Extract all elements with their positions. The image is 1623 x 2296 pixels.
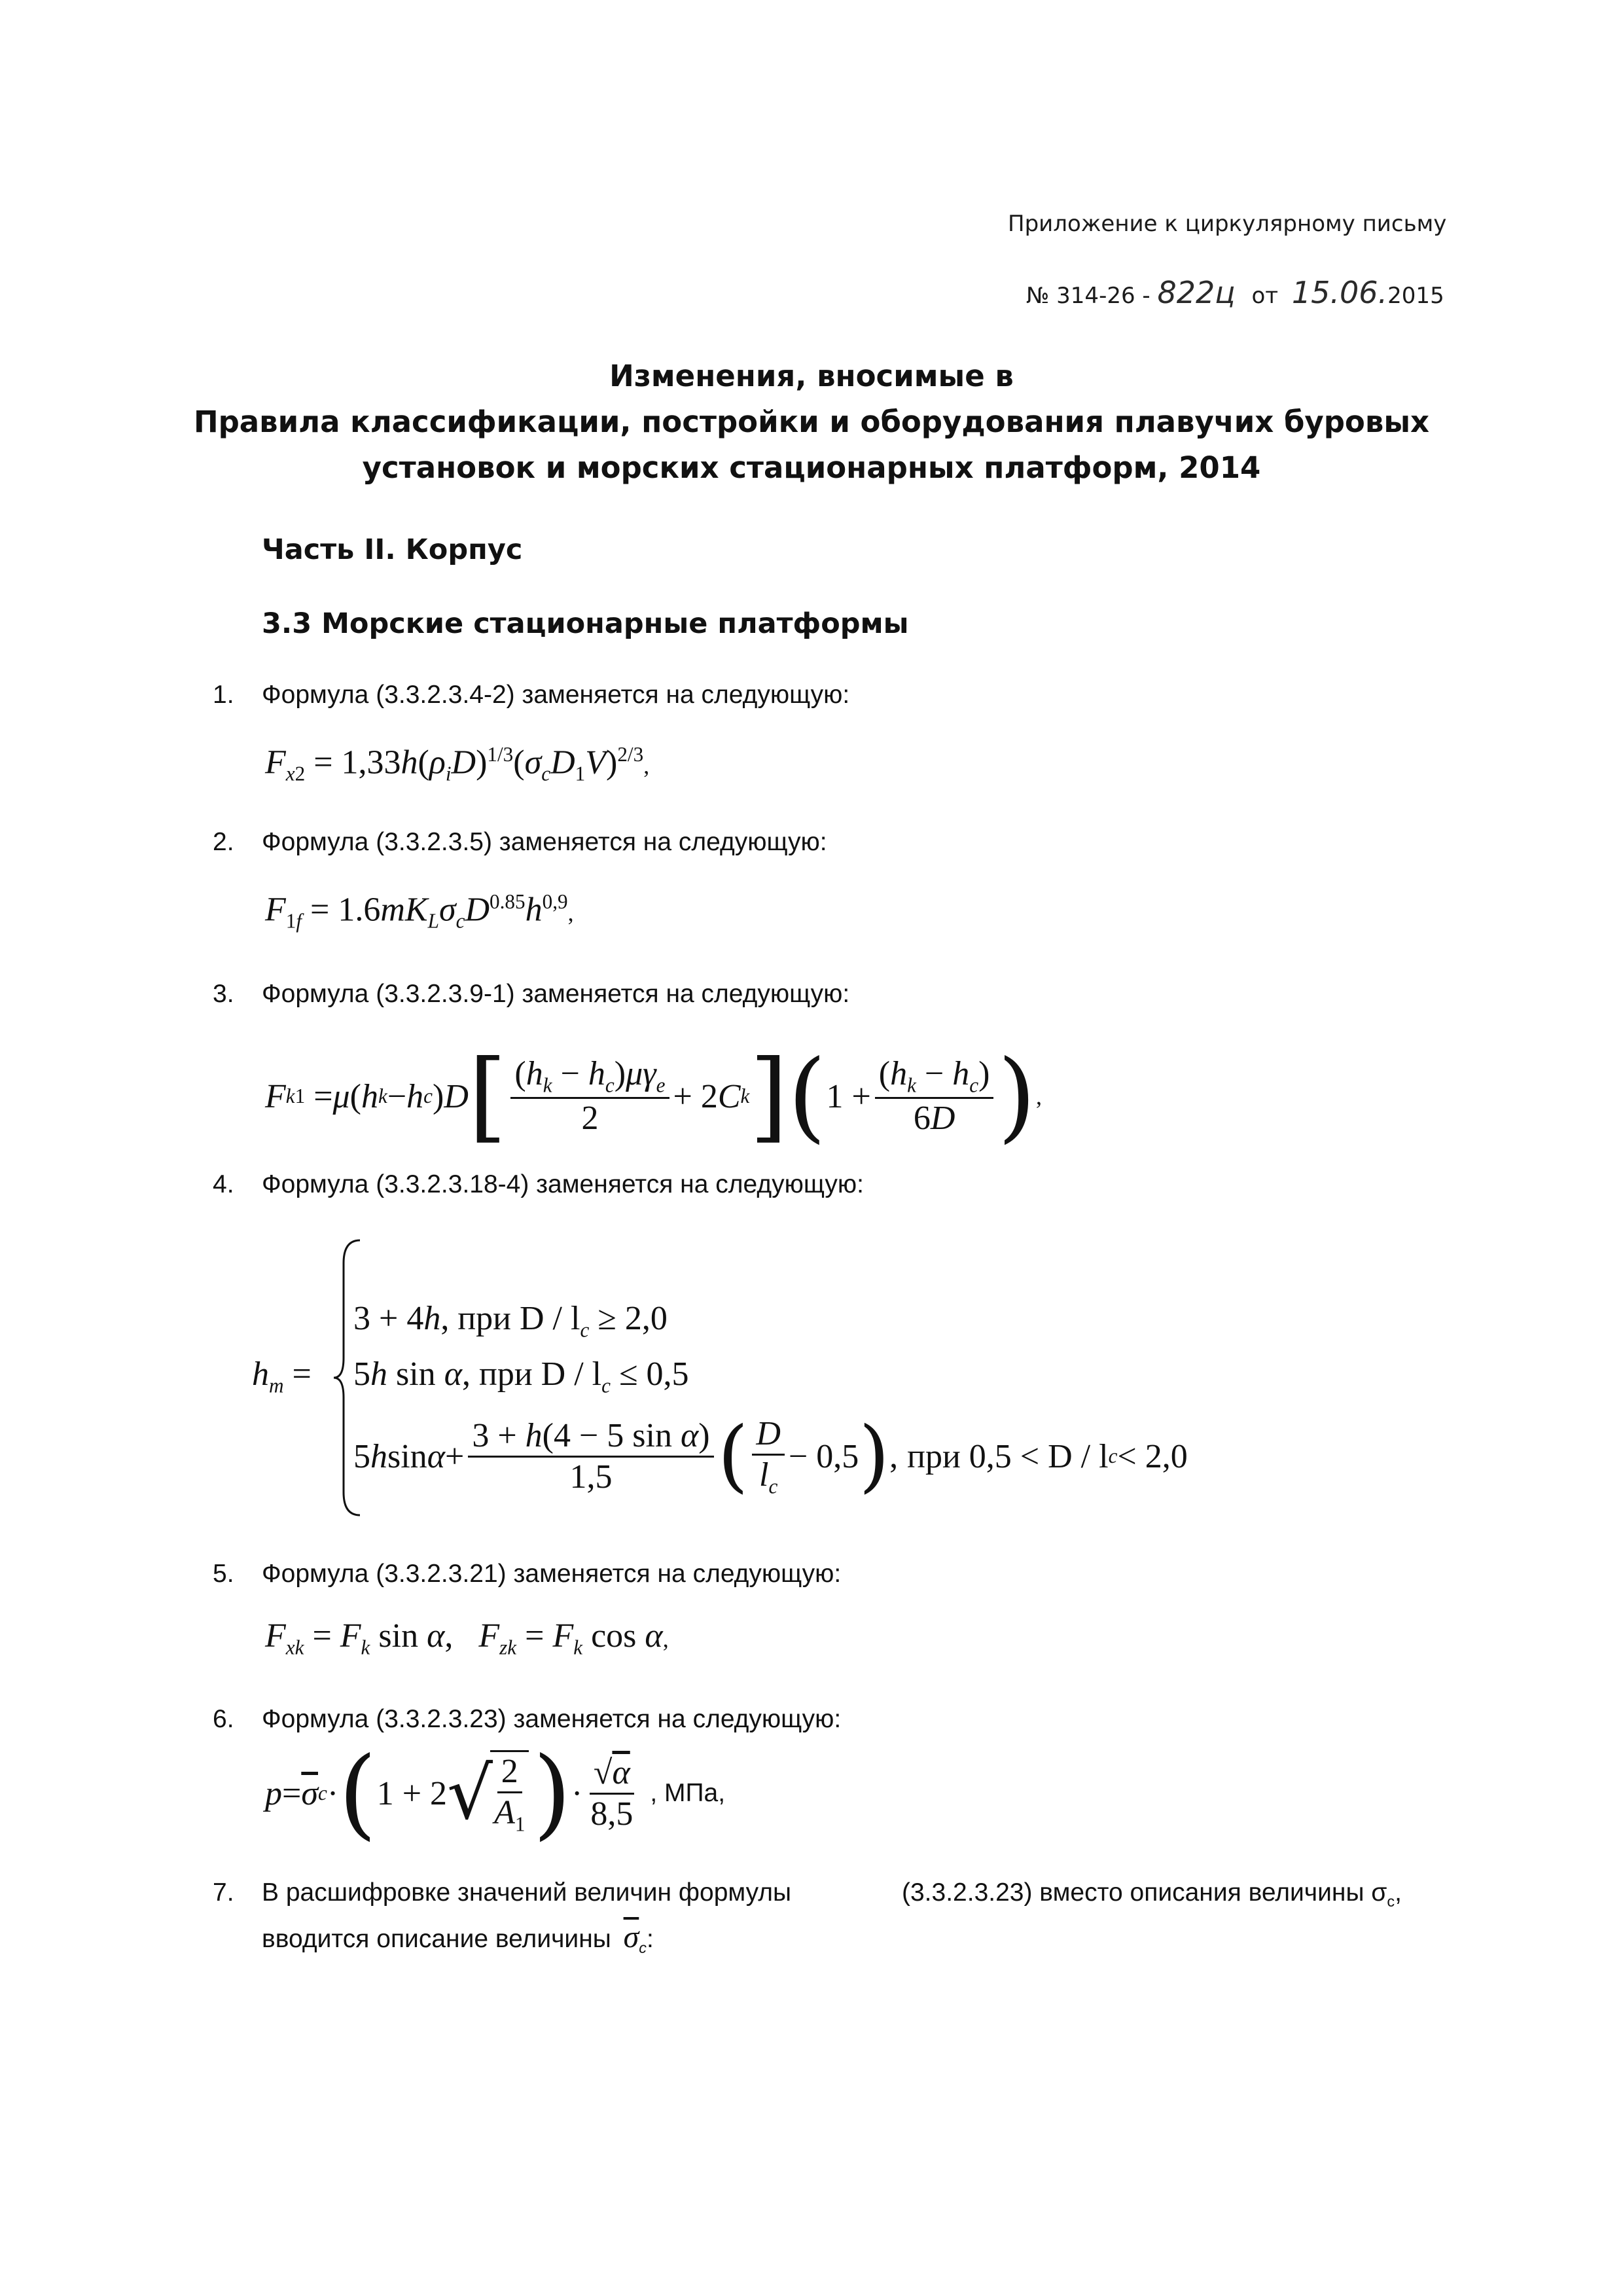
item-text: Формула (3.3.2.3.4-2) заменяется на следующую: [262, 681, 850, 709]
formula-5: $F_{xk} = F_k$ sin α, $F_{zk} = F_k$ cos α, [265, 1617, 669, 1659]
item-number: 4. [213, 1170, 234, 1198]
item-number: 6. [213, 1705, 234, 1733]
item-number: 7. [213, 1878, 234, 1907]
case2-rhs: ≤ 0,5 [618, 1355, 689, 1393]
item-text-b-end: , [1395, 1878, 1402, 1907]
item-text-b-sub: c [1387, 1892, 1395, 1910]
formula-2-tail: , [567, 899, 574, 926]
title-line-3: установок и морских стационарных платформ, 2014 [362, 450, 1261, 485]
letter-number-handwritten: 822ц [1157, 275, 1236, 310]
item-number: 2. [213, 828, 234, 856]
item-text-part-b [902, 1878, 1402, 1910]
case1-rhs: ≥ 2,0 [597, 1300, 668, 1337]
formula-6: p = $\overline{\sigma}$ c · ( 1 + 2 √ $\frac{2}{A_1}$ ) · $\frac{√\alpha}{8,5}$ , МПа, [265, 1736, 726, 1850]
formula-3: F k 1 = μ ( h k − h c ) D [ $\frac{(h_k - h_c)\mu\gamma_e}{2}$ + 2 C k ] ( 1 + $\frac{(h_k - h_c)}{6D}$ ) , [265, 1039, 1042, 1153]
case1-condition: при D / l [457, 1300, 580, 1337]
case3-rhs: < 2,0 [1117, 1437, 1188, 1475]
case3-condition: при 0,5 < D / l [907, 1437, 1109, 1475]
section-heading: 3.3 Морские стационарные платформы [262, 607, 909, 640]
document-title [0, 353, 1623, 491]
item-number: 5. [213, 1560, 234, 1588]
letter-date-handwritten: 15.06. [1291, 275, 1388, 310]
item-text: Формула (3.3.2.3.5) заменяется на следующую: [262, 828, 827, 856]
formula-6-unit: , МПа, [650, 1779, 726, 1807]
header-appendix-line: Приложение к циркулярному письму [1008, 211, 1447, 237]
item-text: Формула (3.3.2.3.18-4) заменяется на следующую: [262, 1170, 864, 1198]
part-heading: Часть II. Корпус [262, 533, 523, 566]
item-text-c: вводится описание величины [262, 1925, 611, 1953]
title-line-2: Правила классификации, постройки и оборудования плавучих буровых [193, 404, 1430, 439]
formula-1-tail: , [643, 752, 650, 779]
item-text-part-c [262, 1919, 654, 1957]
formula-5-tail: , [662, 1626, 669, 1652]
item-number: 3. [213, 980, 234, 1008]
letter-date-year: 2015 [1387, 283, 1444, 309]
title-line-1: Изменения, вносимые в [609, 359, 1014, 393]
item-text-c-end: : [647, 1925, 654, 1953]
formula-1: $F_{x2} = 1,33h(\rho_iD)^{1/3}(\sigma_cD_1V)^{2/3}$, [265, 743, 650, 785]
item-text: Формула (3.3.2.3.23) заменяется на следующую: [262, 1705, 842, 1733]
item-text-b: (3.3.2.3.23) вместо описания величины σ [902, 1878, 1387, 1907]
formula-3-tail: , [1035, 1083, 1042, 1109]
formula-4: $h_m$ = 3 + 4h, при $D / l_c \ge 2,0$ 5h sin α, при $D / l_c \le 0,5$ 5 h sin α + $\frac{\text{3 + h(4 − 5 sin α)}}{1,5}$ ( $\frac{D}{l_c}$ − 0,5 ) , при 0,5 < D / l c < 2,0 [252, 1237, 1299, 1518]
item-number: 1. [213, 681, 234, 709]
header-letter-number [1026, 275, 1444, 310]
letter-date-prefix: от [1251, 283, 1279, 309]
sigma-bar-sub: c [639, 1939, 647, 1956]
letter-number-prefix: № 314-26 - [1026, 283, 1150, 309]
case2-condition: при D / l [478, 1355, 602, 1393]
sigma-bar-symbol: $\overline{\sigma}$ [623, 1920, 639, 1954]
formula-2: $F_{1f} = 1.6mK_L\sigma_cD^{0.85}h^{0,9}$, [265, 890, 574, 933]
item-text: Формула (3.3.2.3.9-1) заменяется на следующую: [262, 980, 850, 1008]
item-text-part-a: В расшифровке значений величин формулы [262, 1878, 792, 1907]
item-text: Формула (3.3.2.3.21) заменяется на следующую: [262, 1560, 842, 1588]
